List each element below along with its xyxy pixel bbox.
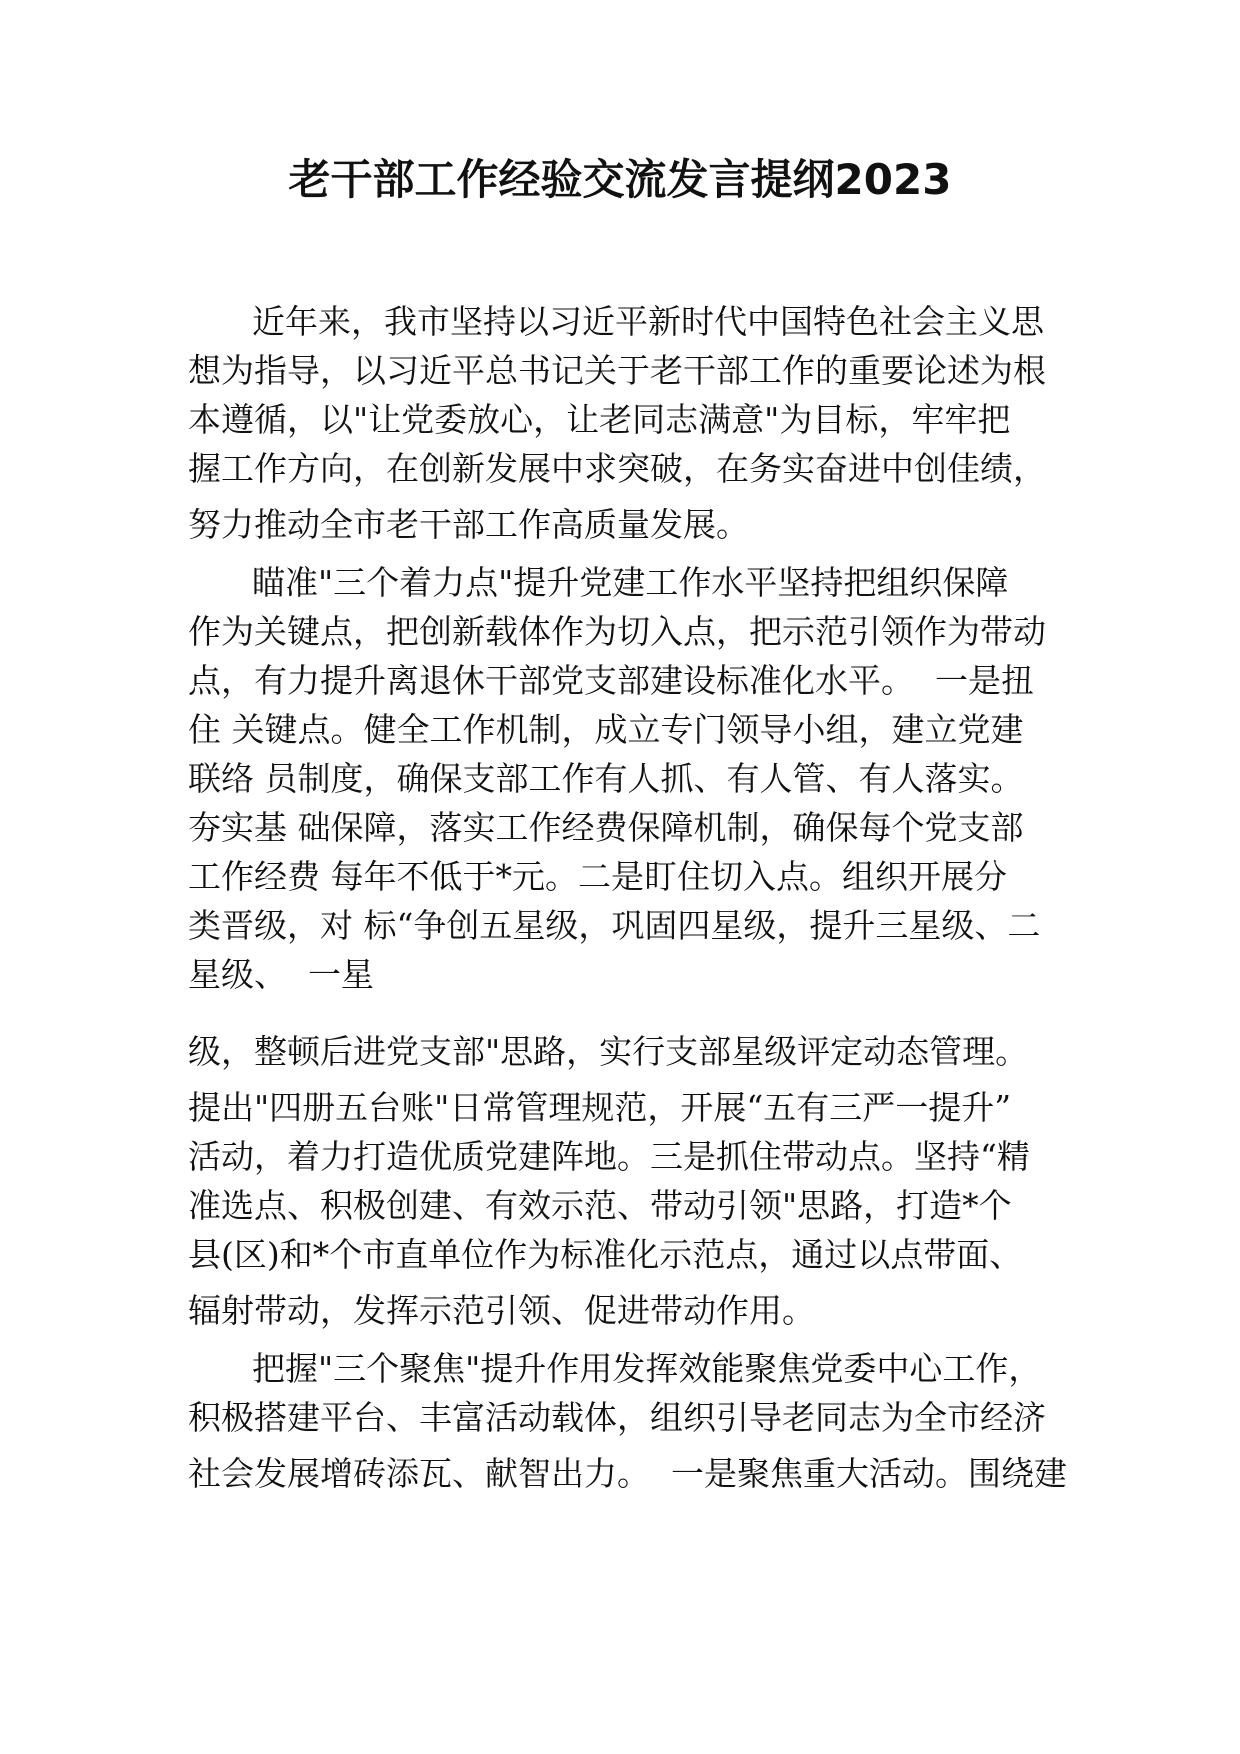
body-line: 住 关键点。健全工作机制，成立专门领导小组，建立党建	[188, 710, 1024, 749]
body-line: 作为关键点，把创新载体作为切入点，把示范引领作为带动	[188, 612, 1046, 651]
body-line: 本遵循，以"让党委放心，让老同志满意"为目标，牢牢把	[188, 400, 1011, 439]
body-line: 想为指导，以习近平总书记关于老干部工作的重要论述为根	[188, 351, 1046, 390]
body-line: 社会发展增砖添瓦、献智出力。 一是聚焦重大活动。围绕建	[188, 1454, 1067, 1493]
body-line: 县(区)和*个市直单位作为标准化示范点，通过以点带面、	[188, 1235, 1023, 1274]
body-line: 握工作方向，在创新发展中求突破，在务实奋进中创佳绩，	[188, 449, 1046, 488]
body-line: 把握"三个聚焦"提升作用发挥效能聚焦党委中心工作，	[252, 1349, 1042, 1388]
body-line: 提出"四册五台账"日常管理规范，开展“五有三严一提升”	[188, 1088, 1012, 1127]
body-line: 联络 员制度，确保支部工作有人抓、有人管、有人落实。	[188, 759, 1024, 798]
body-line: 工作经费 每年不低于*元。二是盯住切入点。组织开展分	[188, 857, 1007, 896]
body-line: 级，整顿后进党支部"思路，实行支部星级评定动态管理。	[188, 1032, 1029, 1071]
body-line: 类晋级，对 标“争创五星级，巩固四星级，提升三星级、二	[188, 906, 1041, 945]
body-line: 准选点、积极创建、有效示范、带动引领"思路，打造*个	[188, 1186, 1012, 1225]
body-line: 瞄准"三个着力点"提升党建工作水平坚持把组织保障	[252, 563, 1009, 602]
body-line: 夯实基 础保障，落实工作经费保障机制，确保每个党支部	[188, 808, 1024, 847]
body-line: 星级、 一星	[188, 955, 374, 994]
body-line: 近年来，我市坚持以习近平新时代中国特色社会主义思	[252, 302, 1044, 341]
body-line: 点，有力提升离退休干部党支部建设标准化水平。 一是扭	[188, 661, 1034, 700]
body-line: 活动，着力打造优质党建阵地。三是抓住带动点。坚持“精	[188, 1137, 1030, 1176]
document-title: 老干部工作经验交流发言提纲2023	[288, 155, 952, 204]
body-line: 努力推动全市老干部工作高质量发展。	[188, 505, 749, 544]
body-line: 辐射带动，发挥示范引领、促进带动作用。	[188, 1291, 815, 1330]
body-line: 积极搭建平台、丰富活动载体，组织引导老同志为全市经济	[188, 1398, 1046, 1437]
